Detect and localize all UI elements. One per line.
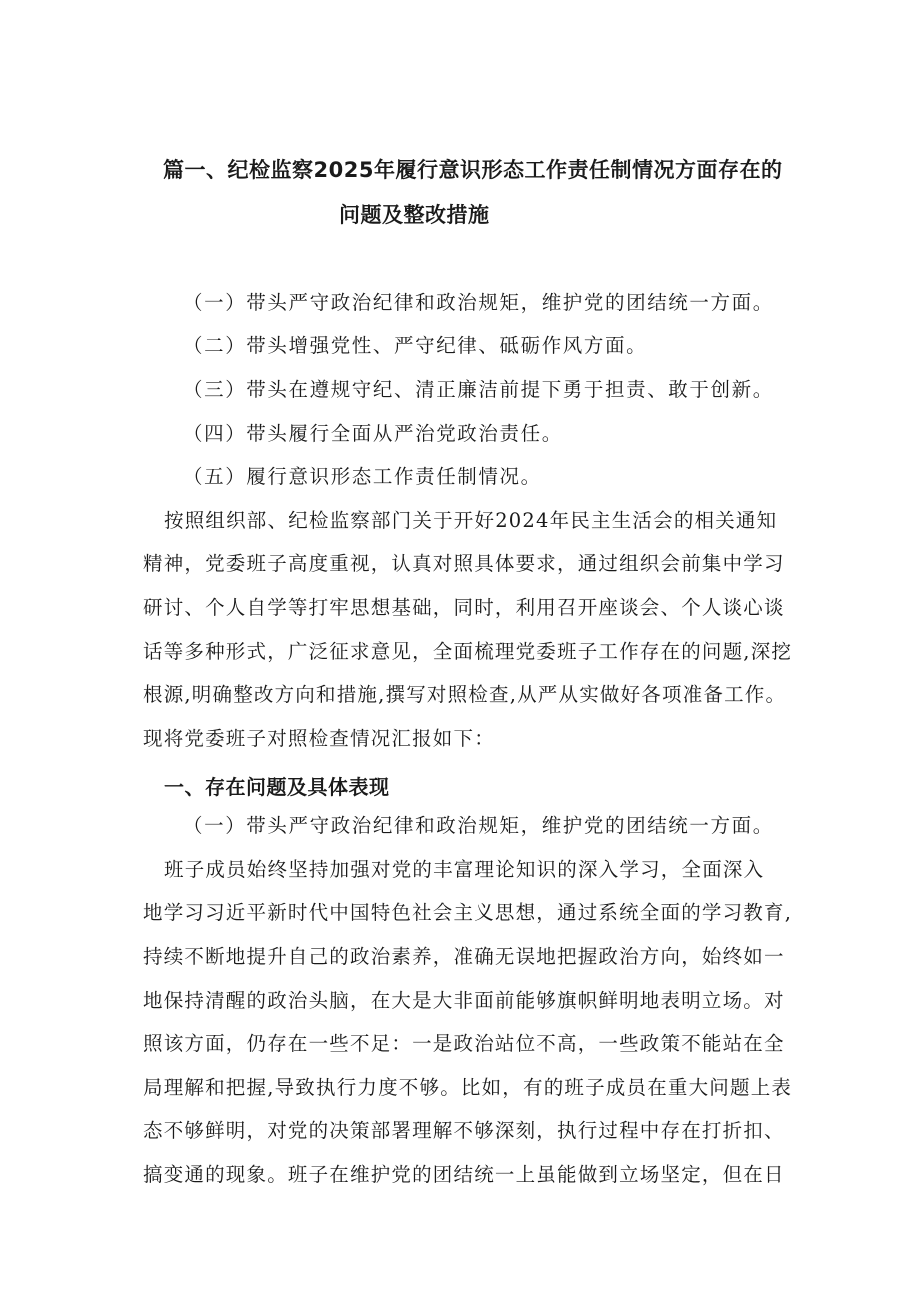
paragraph-line-7: 态不够鲜明，对党的决策部署理解不够深刻，执行过程中存在打折扣、 <box>143 1119 785 1142</box>
intro-line-2: 精神，党委班子高度重视，认真对照具体要求，通过组织会前集中学习 <box>143 552 785 575</box>
toc-item-3: （三）带头在遵规守纪、清正廉洁前提下勇于担责、敢于创新。 <box>183 378 774 401</box>
section-subheading: （一）带头严守政治纪律和政治规矩，维护党的团结统一方面。 <box>183 814 774 837</box>
toc-item-4: （四）带头履行全面从严治党政治责任。 <box>183 422 563 445</box>
toc-item-2: （二）带头增强党性、严守纪律、砥砺作风方面。 <box>183 334 648 357</box>
toc-item-5: （五）履行意识形态工作责任制情况。 <box>183 465 542 488</box>
intro-line-6: 现将党委班子对照检查情况汇报如下： <box>143 727 495 750</box>
paragraph-line-5: 照该方面，仍存在一些不足：一是政治站位不高，一些政策不能站在全 <box>143 1032 785 1055</box>
document-title-line-2: 问题及整改措施 <box>339 203 490 227</box>
document-title-line-1: 篇一、纪检监察2025年履行意识形态工作责任制情况方面存在的 <box>163 158 783 182</box>
paragraph-line-4: 地保持清醒的政治头脑，在大是大非面前能够旗帜鲜明地表明立场。对 <box>143 989 785 1012</box>
intro-line-5: 根源,明确整改方向和措施,撰写对照检查,从严从实做好各项准备工作。 <box>143 683 787 706</box>
paragraph-line-2: 地学习习近平新时代中国特色社会主义思想，通过系统全面的学习教育, <box>143 901 793 924</box>
intro-line-3: 研讨、个人自学等打牢思想基础，同时，利用召开座谈会、个人谈心谈 <box>143 596 785 619</box>
paragraph-line-8: 搞变通的现象。班子在维护党的团结统一上虽能做到立场坚定，但在日 <box>143 1163 785 1186</box>
paragraph-line-3: 持续不断地提升自己的政治素养，准确无误地把握政治方向，始终如一 <box>143 945 785 968</box>
toc-item-1: （一）带头严守政治纪律和政治规矩，维护党的团结统一方面。 <box>183 291 774 314</box>
intro-line-1: 按照组织部、纪检监察部门关于开好2024年民主生活会的相关通知 <box>164 509 778 532</box>
intro-line-4: 话等多种形式，广泛征求意见，全面梳理党委班子工作存在的问题,深挖 <box>143 640 793 663</box>
section-heading: 一、存在问题及具体表现 <box>164 775 390 799</box>
paragraph-line-1: 班子成员始终坚持加强对党的丰富理论知识的深入学习，全面深入 <box>164 858 765 881</box>
paragraph-line-6: 局理解和把握,导致执行力度不够。比如，有的班子成员在重大问题上表 <box>143 1076 793 1099</box>
